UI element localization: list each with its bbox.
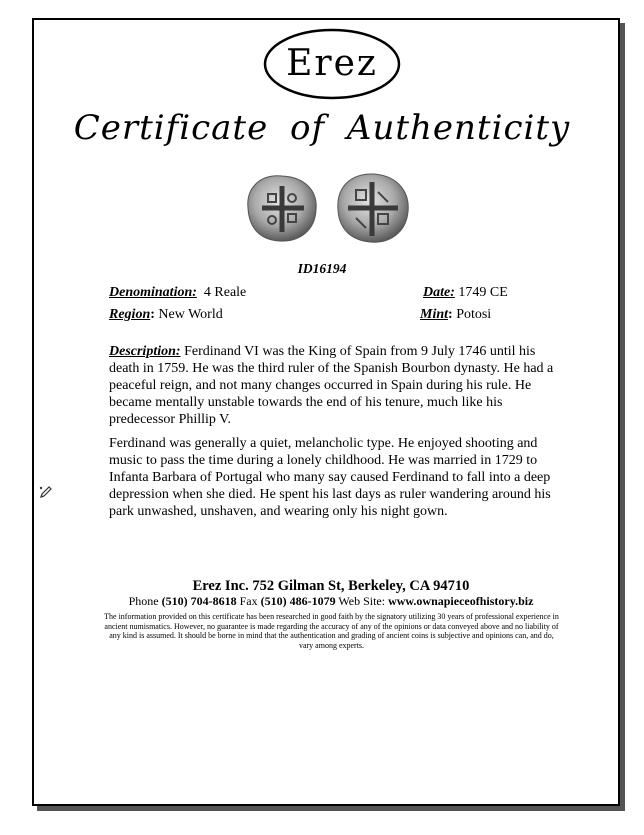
description-paragraph-2: Ferdinand was generally a quiet, melancholic type. He enjoyed shooting and music to pass the time during a lonely childhood. He was married in 1729 to Infanta Barbara of Portugal who many say caused Ferdinand to fall into a deep depression when she died. He spent his last days as ruler wandering around his park unwashed, unshaven, and wearing only his night gown. <box>109 436 551 519</box>
denomination-field <box>109 285 246 301</box>
mint-label: Mint <box>420 307 449 322</box>
fax-number: (510) 486-1079 <box>260 594 336 608</box>
logo-text: Erez <box>286 43 378 84</box>
description-label: Description: <box>109 344 181 359</box>
description-paragraph-1 <box>109 343 554 428</box>
certificate-id: ID16194 <box>297 261 347 276</box>
certificate-title: Certificate of Authenticity <box>73 108 571 148</box>
disclaimer-text: The information provided on this certificate has been researched in good faith by the signatory utilizing 30 years of professional experience in ancient numismatics. However, no guarantee is made regarding the accuracy of any of the opinions or data conveyed above and no liability of any kind is assumed. It should be borne in mind that the authentication and grading of ancient coins is subjective and opinions can, and do, vary among experts. <box>104 612 559 650</box>
erez-logo <box>262 27 402 101</box>
date-value: 1749 CE <box>458 285 508 300</box>
coin-obverse-icon <box>248 176 316 241</box>
coin-images <box>238 168 418 248</box>
mint-field: Mint: Potosi <box>420 307 492 322</box>
denomination-label: Denomination: <box>109 285 197 300</box>
website-link[interactable]: www.ownapieceofhistory.biz <box>388 594 534 608</box>
coin-reverse-icon <box>338 174 408 242</box>
mint-value: Potosi <box>456 307 492 322</box>
contact-line <box>0 594 644 609</box>
phone-label: Phone <box>128 594 159 608</box>
description-text-1: Ferdinand VI was the King of Spain from 9 July 1746 until his death in 1759. He was the third ruler of the Spanish Bourbon dynasty. He had a peaceful reign, and not many changes occurred in Spain during his rule. He became mentally unstable towards the end of his tenure, much like his predecessor Phillip V. <box>109 344 554 427</box>
date-field <box>423 285 508 301</box>
region-field: Region: New World <box>109 307 223 322</box>
fax-label: Fax <box>239 594 258 608</box>
denomination-value: 4 Reale <box>203 285 247 300</box>
region-label: Region <box>109 307 151 322</box>
website-label: Web Site: <box>338 594 386 608</box>
region-value: New World <box>158 307 223 322</box>
date-label: Date: <box>423 285 455 300</box>
phone-number: (510) 704-8618 <box>161 594 237 608</box>
description-block[interactable] <box>109 343 554 527</box>
edit-pen-icon[interactable] <box>38 484 54 500</box>
company-address: Erez Inc. 752 Gilman St, Berkeley, CA 94710 <box>192 578 470 594</box>
